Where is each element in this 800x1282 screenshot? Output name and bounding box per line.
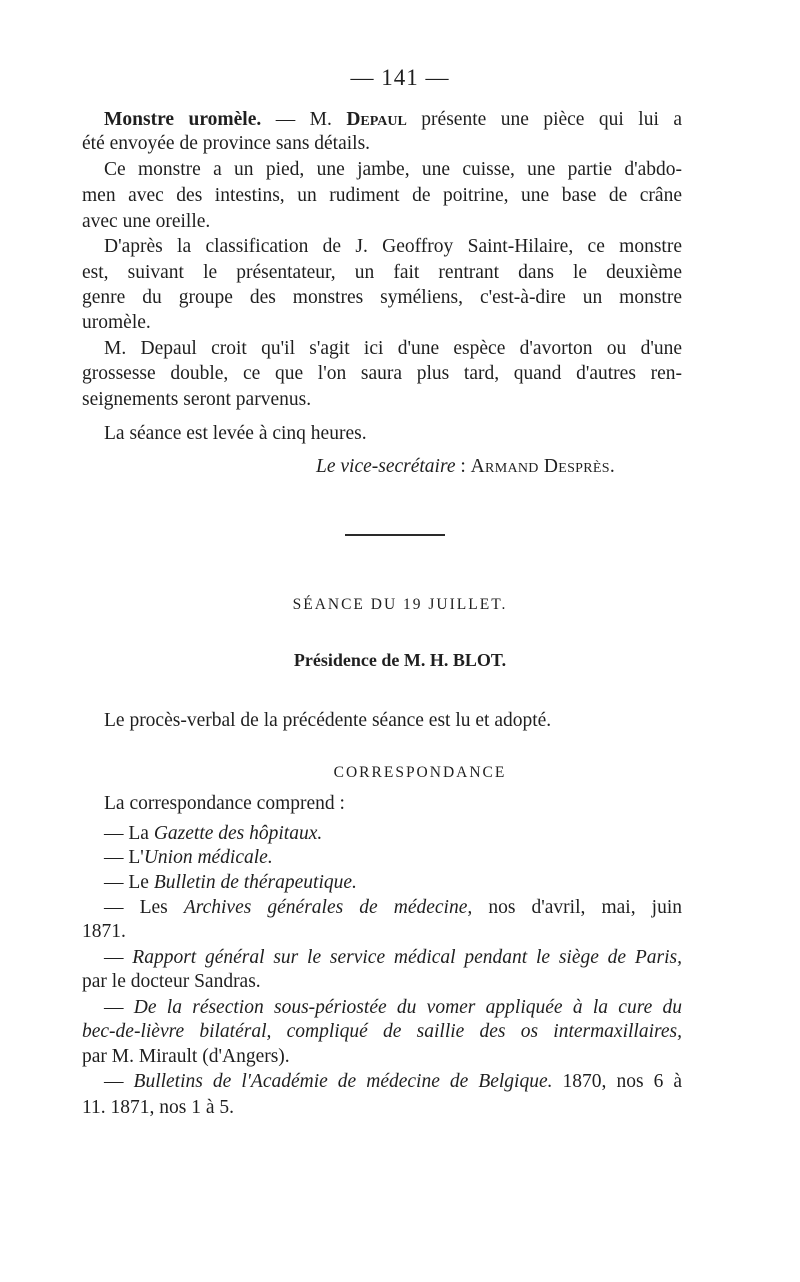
paragraph-line: genre du groupe des monstres syméliens, c'est-à-dire un monstre <box>82 287 682 308</box>
list-item <box>104 871 682 895</box>
text-run: 1870, nos 6 à <box>552 1071 682 1092</box>
text-run: — L' <box>104 847 144 868</box>
signature-role: Le vice-secrétaire <box>316 456 456 477</box>
section-divider <box>345 534 445 536</box>
list-item <box>104 1070 682 1094</box>
section-heading-monstre-uromele: Monstre uromèle. <box>104 109 262 130</box>
list-item-continuation: bec-de-lièvre bilatéral, compliqué de saillie des os intermaxillaires, <box>82 1021 682 1042</box>
author-name-depaul: Depaul <box>346 109 407 130</box>
paragraph-line: seignements seront parvenus. <box>82 389 312 410</box>
paragraph-line: men avec des intestins, un rudiment de poitrine, une base de crâne <box>82 185 682 206</box>
text-run: — <box>104 947 133 968</box>
paragraph-line: est, suivant le présentateur, un fait rentrant dans le deuxième <box>82 262 682 283</box>
bulletin-title: Bulletins de l'Académie de médecine de Belgique. <box>133 1071 553 1092</box>
signature <box>316 455 646 479</box>
correspondance-heading: CORRESPONDANCE <box>333 764 507 781</box>
correspondance-intro: La correspondance comprend : <box>104 793 345 814</box>
paragraph-line: été envoyée de province sans détails. <box>82 133 371 154</box>
paragraph-monstre-uromele-line-1 <box>104 108 682 132</box>
signature-separator: : <box>455 456 471 477</box>
list-item-continuation: 11. 1871, nos 1 à 5. <box>82 1097 235 1118</box>
dash-text: — M. <box>261 109 347 130</box>
closing-line: La séance est levée à cinq heures. <box>104 423 367 444</box>
signature-name: Armand Desprès. <box>470 456 616 477</box>
text-run: — <box>104 997 134 1018</box>
list-item-continuation: par M. Mirault (d'Angers). <box>82 1046 290 1067</box>
text-run: présente une pièce qui lui a <box>406 109 682 130</box>
text-run: — <box>104 1071 134 1092</box>
list-item <box>104 896 682 920</box>
journal-title: Gazette des hôpitaux. <box>153 823 323 844</box>
session-title: SÉANCE DU 19 JUILLET. <box>292 596 508 613</box>
list-item <box>104 996 682 1020</box>
list-item-continuation: 1871. <box>82 921 126 942</box>
paragraph-line: avec une oreille. <box>82 211 211 232</box>
list-item <box>104 946 682 970</box>
text-run: — Les <box>104 897 184 918</box>
paragraph-line: uromèle. <box>82 312 151 333</box>
journal-title: Union médicale. <box>143 847 273 868</box>
text-run: — Le <box>104 872 154 893</box>
text-run: nos d'avril, mai, juin <box>472 897 682 918</box>
paragraph-line: M. Depaul croit qu'il s'agit ici d'une espèce d'avorton ou d'une <box>104 338 682 359</box>
paragraph-line: grossesse double, ce que l'on saura plus tard, quand d'autres ren- <box>82 363 682 384</box>
proces-verbal-line: Le procès-verbal de la précédente séance est lu et adopté. <box>104 710 552 731</box>
report-title: Rapport général sur le service médical pendant le siège de Paris, <box>132 947 682 968</box>
journal-title: Bulletin de thérapeutique. <box>153 872 357 893</box>
paragraph-line: Ce monstre a un pied, une jambe, une cuisse, une partie d'abdo- <box>104 159 682 180</box>
text-run: — La <box>104 823 154 844</box>
list-item-continuation: par le docteur Sandras. <box>82 971 261 992</box>
page-number: — 141 — <box>350 65 450 90</box>
journal-title: Archives générales de médecine, <box>183 897 473 918</box>
memoir-title: De la résection sous-périostée du vomer appliquée à la cure du <box>133 997 682 1018</box>
list-item <box>104 846 682 870</box>
presidence-heading: Présidence de M. H. BLOT. <box>293 650 507 670</box>
paragraph-line: D'après la classification de J. Geoffroy Saint-Hilaire, ce monstre <box>104 236 682 257</box>
list-item <box>104 822 682 846</box>
